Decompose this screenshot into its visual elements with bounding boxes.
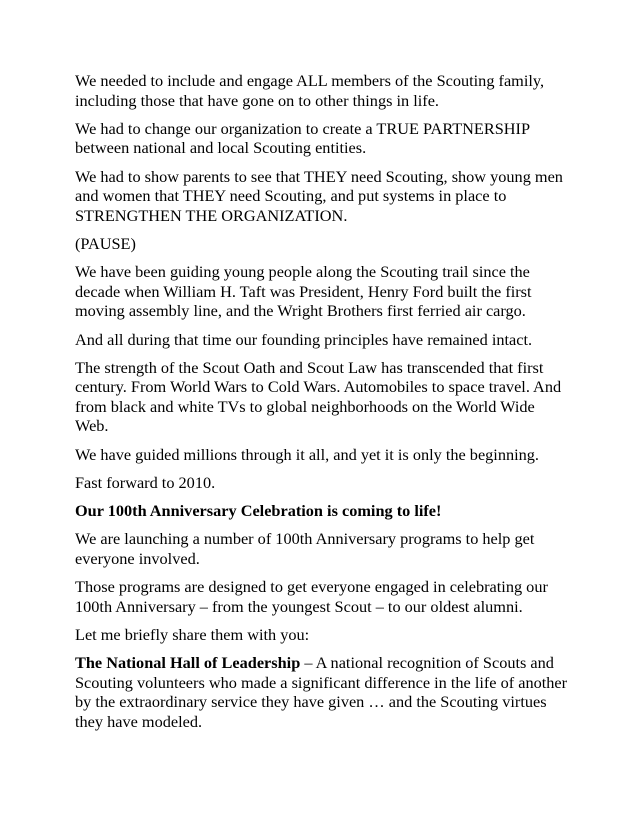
paragraph-13: Let me briefly share them with you:: [75, 624, 310, 644]
paragraph-anniversary-heading: Our 100th Anniversary Celebration is coming to life!: [75, 501, 442, 521]
paragraph-pause: (PAUSE): [75, 233, 136, 253]
paragraph-12: Those programs are designed to get everyone engaged in celebrating our 100th Anniversary – from the youngest Scout – to our oldest alumni.: [75, 577, 548, 616]
paragraph-2: We had to change our organization to create a TRUE PARTNERSHIP between national and local Scouting entities.: [75, 118, 530, 158]
paragraph-7: The strength of the Scout Oath and Scout Law has transcended that first century. From World Wars to Cold Wars. Automobiles to space travel. And from black and white TVs to global neighborhoods on the World Wide Web.: [75, 357, 562, 436]
paragraph-3: We had to show parents to see that THEY need Scouting, show young men and women that THEY need Scouting, and put systems in place to STRENGTHEN THE ORGANIZATION.: [75, 166, 563, 225]
hall-of-leadership-description: – A national recognition of Scouts and Scouting volunteers who made a significant difference in the life of another by the extraordinary service they have given … and the Scouting virtues they have modeled.: [75, 652, 568, 731]
paragraph-6: And all during that time our founding principles have remained intact.: [75, 329, 533, 349]
paragraph-hall-of-leadership: [75, 653, 570, 731]
paragraph-5: We have been guiding young people along the Scouting trail since the decade when William H. Taft was President, Henry Ford built the first moving assembly line, and the Wright Brothers first ferried air cargo.: [75, 262, 532, 321]
paragraph-11: We are launching a number of 100th Anniversary programs to help get everyone involved.: [75, 529, 535, 568]
paragraph-8: We have guided millions through it all, and yet it is only the beginning.: [75, 444, 539, 464]
hall-of-leadership-title: The National Hall of Leadership: [75, 652, 301, 672]
document-body: [75, 71, 570, 740]
paragraph-9: Fast forward to 2010.: [75, 472, 216, 492]
paragraph-1: We needed to include and engage ALL members of the Scouting family, including those that have gone on to other things in life.: [75, 71, 545, 110]
